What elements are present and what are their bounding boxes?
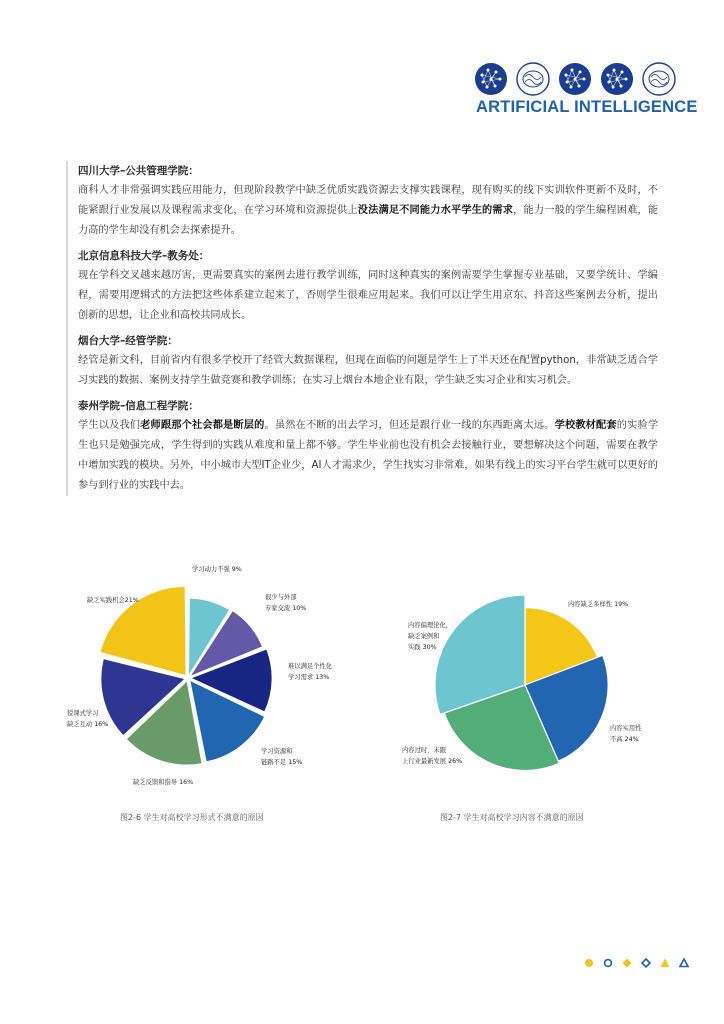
footer-triangle-icon [661, 959, 670, 968]
section-body [78, 266, 658, 326]
emphasis-text: 学校教材配套 [554, 420, 617, 431]
slice-label: 学习动力不强 9% [192, 566, 242, 573]
ai-network-icon [559, 63, 591, 95]
text-run: 学生以及我们 [78, 420, 141, 431]
text-run: 现在学科交叉越来越厉害，更需要真实的案例去进行教学训练，同时这种真实的案例需要学生掌握专业基础，又要学统计、学编程，需要用逻辑式的方法把这些体系建立起来了，否则学生很难应用起来。我们可以让学生用京东、抖音这些案例去分析，提出创新的思想，让企业和高校共同成长。 [78, 270, 658, 321]
brand-title: ARTIFICIAL INTELLIGENCE [476, 98, 698, 116]
text-run: 商科人才非常强调实践应用能力，但现阶段教学中缺乏优质实践资源去支撑实践课程，现有购买的线下实训软件更新不及时，不能紧跟行业发展以及课程需求变化，在学习环境和资源提供上 [78, 185, 658, 216]
footer-decoration [582, 955, 692, 969]
slice-label: 授课式学习缺乏互动 16% [67, 710, 109, 728]
text-run: 的实验学生也只是勉强完成，学生得到的实践从难度和量上都不够。学生毕业前也没有机会去接触行业，要想解决这个问题，需要在教学中增加实践的模块。另外，中小城市大型IT企业少，AI人才需求少，学生找实习非常难，如果有线上的实习平台学生就可以更好的参与到行业的实践中去。 [78, 420, 659, 491]
section-title: 烟台大学–经管学院： [78, 335, 178, 347]
ai-brain-icon [643, 63, 675, 95]
ai-brain-icon [517, 63, 549, 95]
slice-label: 内容过时，未跟上行业最新发展 26% [402, 747, 463, 765]
quote-section-tzu [68, 396, 658, 496]
footer-triangle-outline-icon [680, 959, 688, 967]
figure-caption-2-6: 图2-6 学生对高校学习形式不满意的原因 [120, 813, 264, 822]
quote-section-scu [68, 161, 658, 241]
slice-label: 很少与外部专家交流 10% [265, 594, 307, 612]
slice-label: 难以满足个性化学习需求 13% [288, 663, 333, 681]
section-body [78, 181, 658, 241]
text-run: 。虽然在不断的出去学习，但还是跟行业一线的东西距离太远。 [264, 420, 555, 431]
slice-label: 内容缺乏多样性 19% [568, 601, 629, 608]
slice-label: 内容偏理论化，缺乏案例和实践 30% [408, 622, 453, 651]
section-title: 泰州学院–信息工程学院： [78, 400, 199, 412]
ai-network-icon [475, 63, 507, 95]
pie-chart-learning-form [40, 555, 380, 795]
footer-diamond-outline-icon [642, 959, 650, 967]
section-title: 四川大学–公共管理学院： [78, 165, 199, 177]
figure-caption-2-7: 图2-7 学生对高校学习内容不满意的原因 [440, 813, 584, 822]
slice-label: 学习资源和链路不足 15% [261, 748, 303, 766]
footer-diamond-icon [623, 959, 632, 968]
text-run: ，能力一般的学生编程困难，能力高的学生却没有机会去探索提升。 [78, 205, 659, 236]
interview-quotes [66, 161, 658, 496]
emphasis-text: 老师跟那个社会都是断层的 [140, 420, 265, 431]
section-body [78, 351, 658, 391]
section-body [78, 416, 658, 496]
header-logo-icons [473, 61, 683, 97]
quote-section-ytu [68, 331, 658, 391]
pie-chart-learning-content [380, 585, 680, 785]
text-run: 经管是新文科，目前省内有很多学校开了经管大数据课程，但现在面临的问题是学生上了半天还在配置python，非常缺乏适合学习实践的数据、案例支持学生做竞赛和教学训练；在实习上烟台本地企业有限，学生缺乏实习企业和实习机会。 [78, 355, 658, 386]
ai-network-icon [601, 63, 633, 95]
quote-section-bistu [68, 246, 658, 326]
emphasis-text: 没法满足不同能力水平学生的需求 [357, 205, 514, 216]
footer-ring-icon [605, 960, 612, 967]
slice-label: 内容实用性不高 24% [610, 725, 642, 743]
section-title: 北京信息科技大学–教务处： [78, 250, 210, 262]
slice-label: 缺乏实践机会21% [87, 597, 139, 604]
footer-dot-icon [585, 959, 593, 967]
slice-label: 缺乏反馈和指导 16% [133, 779, 194, 786]
